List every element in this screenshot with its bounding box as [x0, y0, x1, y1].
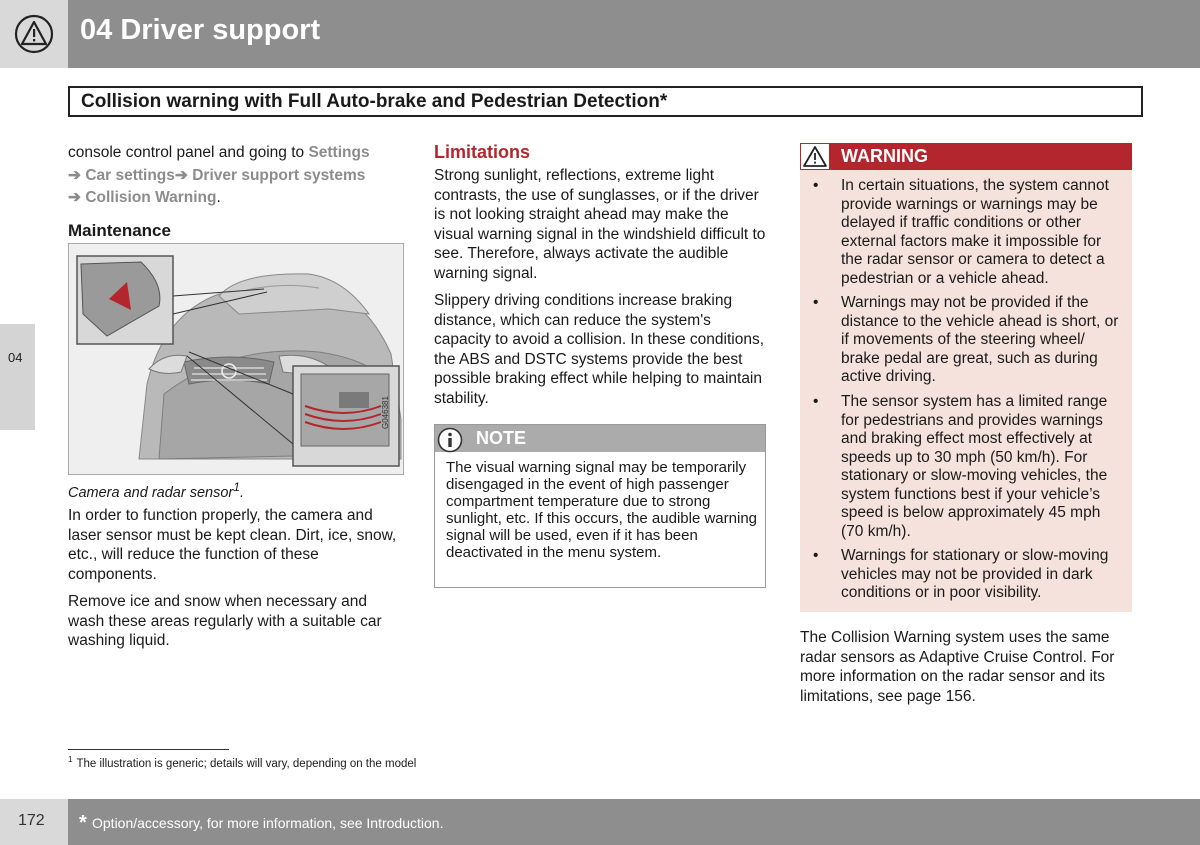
caption-text: Camera and radar sensor [68, 484, 234, 501]
menu-settings-link[interactable]: Settings [308, 144, 370, 161]
footnote [68, 755, 416, 770]
menu-driver-support-link[interactable]: Driver support systems [192, 166, 366, 184]
caption-footnote-ref: 1 [233, 480, 240, 494]
menu-path-paragraph [68, 142, 398, 210]
warning-item-text: Warnings may not be provided if the distance to the vehicle ahead is short, or if movements of the steering wheel/ brake pedal are great, such as during active driving. [841, 294, 1119, 385]
footer-asterisk: * [79, 812, 87, 834]
warning-item-text: Warnings for stationary or slow-moving vehicles may not be provided in dark conditions or in poor visibility. [841, 547, 1109, 601]
figure-code: G046381 [381, 396, 390, 429]
collision-warning-radar-paragraph: The Collision Warning system uses the same radar sensors as Adaptive Cruise Control. For more information on the radar sensor and its limitations, see page 156. [800, 629, 1115, 705]
warning-title: WARNING [841, 146, 928, 166]
chapter-side-tab[interactable] [0, 324, 35, 430]
footnote-rule [68, 749, 229, 750]
maintenance-heading: Maintenance [68, 221, 171, 240]
warning-item-text: In certain situations, the system cannot provide warnings or warnings may be delayed if traffic conditions or other external factors make it impossible for the radar sensor or camera to detect a pedestrian or a vehicle ahead. [841, 177, 1109, 287]
info-icon [437, 427, 463, 453]
warning-box [800, 143, 1132, 612]
note-box [434, 424, 766, 588]
arrow-right-icon: ➔ [174, 166, 188, 184]
footnote-text: The illustration is generic; details will vary, depending on the model [76, 757, 417, 770]
maintenance-paragraph-1: In order to function properly, the camera and laser sensor must be kept clean. Dirt, ice, snow, etc., will reduce the function of these components. [68, 507, 397, 583]
page-number: 172 [18, 812, 45, 829]
intro-text: console control panel and going to [68, 144, 309, 161]
bullet-icon: • [813, 393, 819, 410]
camera-radar-illustration [68, 243, 404, 475]
limitations-heading: Limitations [434, 142, 531, 162]
bullet-icon: • [813, 294, 819, 311]
footnote-number: 1 [68, 755, 73, 764]
chapter-title: 04 Driver support [80, 14, 321, 46]
menu-car-settings-link[interactable]: Car settings [85, 166, 175, 184]
maintenance-paragraph-2: Remove ice and snow when necessary and wash these areas regularly with a suitable car washing liquid. [68, 593, 382, 649]
warning-triangle-icon [14, 14, 54, 54]
menu-collision-warning-link[interactable]: Collision Warning [85, 189, 217, 206]
bullet-icon: • [813, 177, 819, 194]
limitations-paragraph-1: Strong sunlight, reflections, extreme light contrasts, the use of sunglasses, or if the driver is not looking straight ahead may make the visual warning signal in the windshield difficult to see. Therefore, always activate the audible warning signal. [434, 167, 766, 282]
car-front-illustration [69, 244, 403, 474]
arrow-right-icon: ➔ [68, 189, 81, 206]
caption-period: . [239, 484, 244, 501]
side-tab-label: 04 [8, 350, 23, 365]
bullet-icon: • [813, 547, 819, 564]
warning-icon-box [800, 143, 830, 170]
arrow-right-icon: ➔ [68, 166, 81, 184]
footer-text: Option/accessory, for more information, see Introduction. [92, 815, 444, 831]
warning-triangle-icon [801, 144, 829, 169]
intro-period: . [216, 189, 221, 206]
figure-caption [68, 480, 244, 501]
limitations-paragraph-2: Slippery driving conditions increase braking distance, which can reduce the system's capacity to avoid a collision. In these conditions, the ABS and DSTC systems provide the best possible braking effect while helping to maintain stability. [434, 292, 764, 407]
note-title: NOTE [476, 428, 527, 448]
section-title: Collision warning with Full Auto-brake and Pedestrian Detection* [68, 86, 1143, 117]
note-text: The visual warning signal may be temporarily disengaged in the event of high passenger compartment temperature due to strong sunlight, etc. If this occurs, the audible warning signal will be used, even if it has been deactivated in the menu system. [446, 459, 758, 561]
warning-item-text: The sensor system has a limited range for pedestrians and provides warnings and braking effect most effectively at speeds up to 30 mph (50 km/h). For stationary or slow-moving vehicles, the system functions best if your vehicle’s speed is below approximately 45 mph (70 km/h). [841, 393, 1108, 540]
